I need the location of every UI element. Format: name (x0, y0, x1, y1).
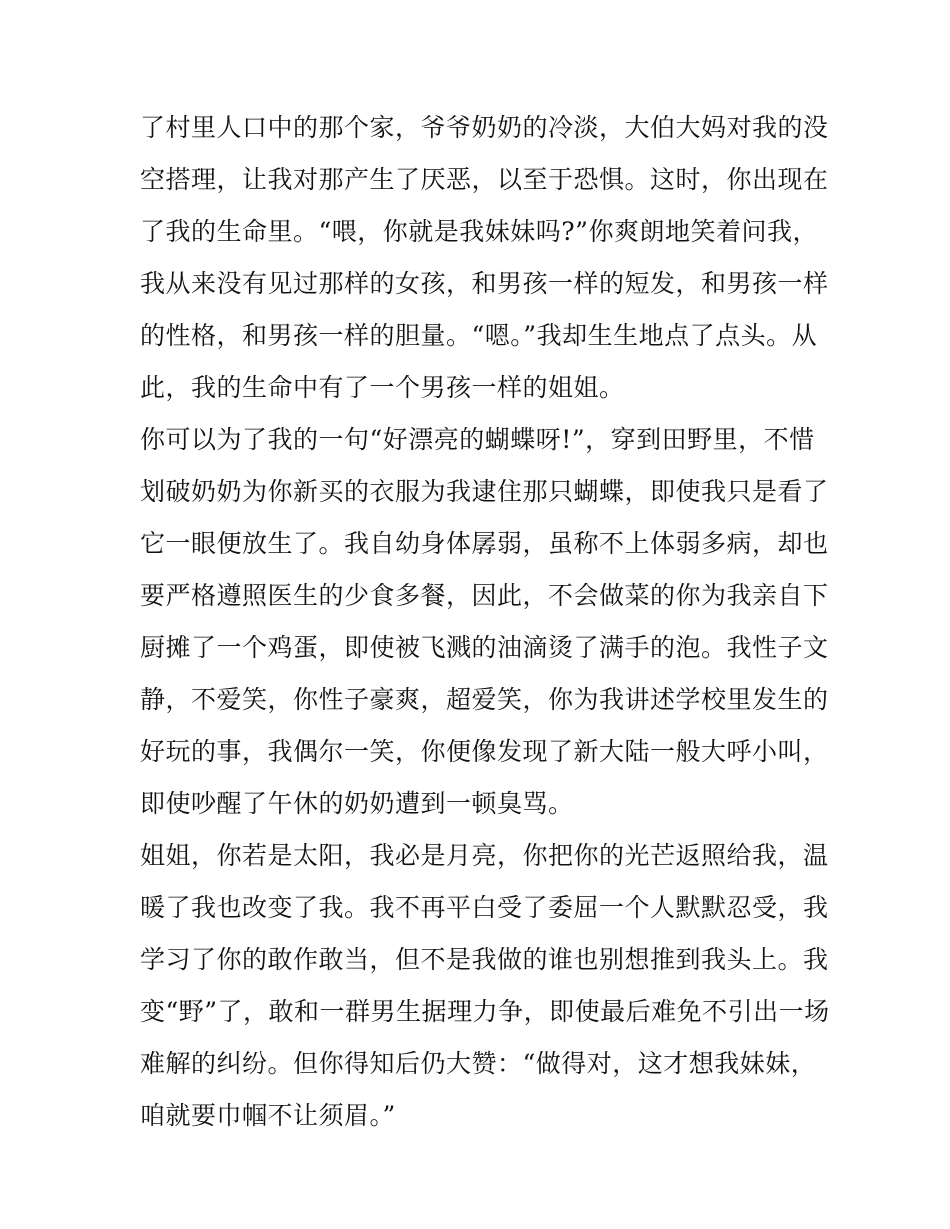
text-line: 了村里人口中的那个家，爷爷奶奶的冷淡，大伯大妈对我的没 (140, 113, 829, 142)
body-text (140, 102, 830, 1142)
text-line: 要严格遵照医生的少食多餐，因此，不会做菜的你为我亲自下 (140, 581, 829, 610)
text-line: 空搭理，让我对那产生了厌恶，以至于恐惧。这时，你出现在 (140, 165, 829, 194)
text-line: 的性格，和男孩一样的胆量。“嗯。”我却生生地点了点头。从 (140, 321, 818, 350)
text-line: 暖了我也改变了我。我不再平白受了委屈一个人默默忍受，我 (140, 893, 829, 922)
text-line: 变“野”了，敢和一群男生据理力争，即使最后难免不引出一场 (140, 997, 830, 1026)
text-line: 它一眼便放生了。我自幼身体孱弱，虽称不上体弱多病，却也 (140, 529, 829, 558)
text-line: 我从来没有见过那样的女孩，和男孩一样的短发，和男孩一样 (140, 269, 829, 298)
text-line: 厨摊了一个鸡蛋，即使被飞溅的油滴烫了满手的泡。我性子文 (140, 633, 829, 662)
text-line: 咱就要巾帼不让须眉。” (140, 1101, 396, 1130)
text-line: 了我的生命里。“喂，你就是我妹妹吗?”你爽朗地笑着问我， (140, 217, 818, 246)
text-line: 姐姐，你若是太阳，我必是月亮，你把你的光芒返照给我，温 (140, 841, 829, 870)
text-line: 学习了你的敢作敢当，但不是我做的谁也别想推到我头上。我 (140, 945, 829, 974)
text-line: 好玩的事，我偶尔一笑，你便像发现了新大陆一般大呼小叫， (140, 737, 829, 766)
text-line: 难解的纠纷。但你得知后仍大赞：“做得对，这才想我妹妹， (140, 1049, 817, 1078)
text-line: 此，我的生命中有了一个男孩一样的姐姐。 (140, 373, 625, 402)
text-line: 静，不爱笑，你性子豪爽，超爱笑，你为我讲述学校里发生的 (140, 685, 829, 714)
text-line: 即使吵醒了午休的奶奶遭到一顿臭骂。 (140, 789, 574, 818)
text-line: 你可以为了我的一句“好漂亮的蝴蝶呀!”，穿到田野里，不惜 (140, 425, 815, 454)
text-line: 划破奶奶为你新买的衣服为我逮住那只蝴蝶，即使我只是看了 (140, 477, 829, 506)
